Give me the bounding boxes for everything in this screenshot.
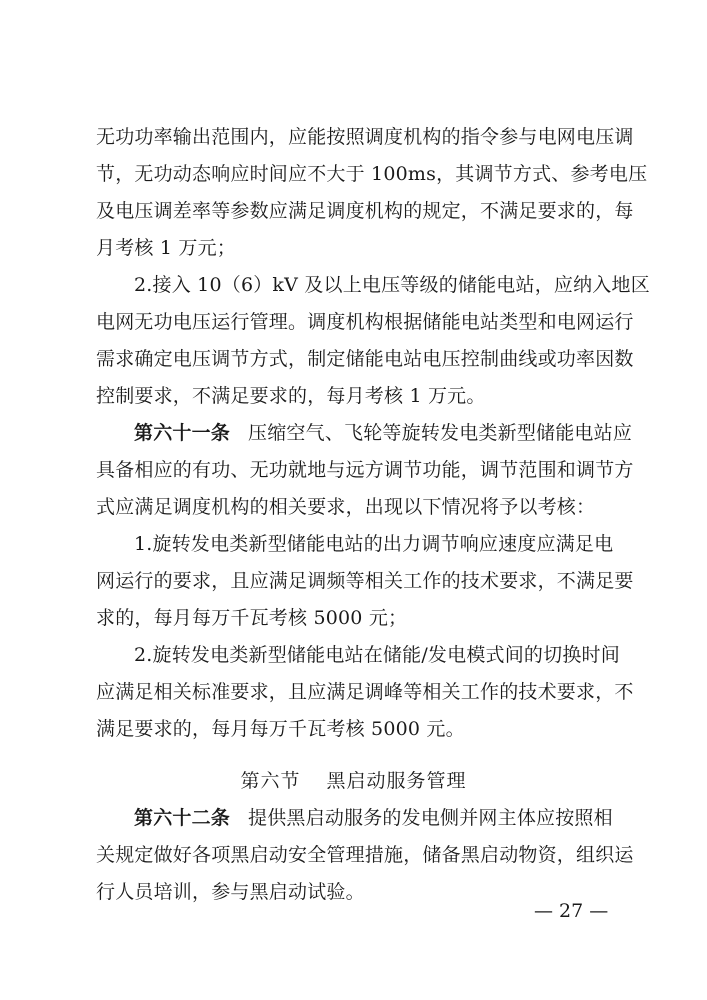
paragraph-line: 应满足相关标准要求，且应满足调峰等相关工作的技术要求，不	[96, 681, 634, 703]
paragraph-line: 需求确定电压调节方式，制定储能电站电压控制曲线或功率因数	[96, 348, 634, 370]
paragraph-line: 关规定做好各项黑启动安全管理措施，储备黑启动物资，组织运	[96, 844, 634, 866]
paragraph-line: 电网无功电压运行管理。调度机构根据储能电站类型和电网运行	[96, 311, 634, 333]
paragraph-line: 网运行的要求，且应满足调频等相关工作的技术要求，不满足要	[96, 570, 634, 592]
paragraph-line: 求的，每月每万千瓦考核 5000 元；	[96, 607, 408, 629]
article-62-label: 第六十二条	[134, 807, 231, 829]
section-number: 第六节	[240, 770, 301, 792]
item-1-line: 1.旋转发电类新型储能电站的出力调节响应速度应满足电	[134, 533, 614, 555]
paragraph-line: 控制要求，不满足要求的，每月考核 1 万元。	[96, 385, 486, 407]
item-2-line: 2.接入 10（6）kV 及以上电压等级的储能电站，应纳入地区	[134, 274, 650, 296]
paragraph-line: 无功功率输出范围内，应能按照调度机构的指令参与电网电压调	[96, 126, 634, 148]
article-61-text: 压缩空气、飞轮等旋转发电类新型储能电站应	[248, 422, 633, 444]
article-61-label: 第六十一条	[134, 422, 231, 444]
paragraph-line: 及电压调差率等参数应满足调度机构的规定，不满足要求的，每	[96, 200, 634, 222]
article-61-line	[134, 420, 633, 447]
paragraph-line: 式应满足调度机构的相关要求，出现以下情况将予以考核：	[96, 496, 596, 518]
section-heading	[0, 768, 707, 795]
item-2-line: 2.旋转发电类新型储能电站在储能/发电模式间的切换时间	[134, 644, 620, 666]
paragraph-line: 月考核 1 万元；	[96, 237, 236, 259]
article-62-line	[134, 805, 616, 832]
paragraph-line: 具备相应的有功、无功就地与远方调节功能，调节范围和调节方	[96, 459, 634, 481]
paragraph-line: 行人员培训，参与黑启动试验。	[96, 881, 365, 903]
section-title: 黑启动服务管理	[326, 770, 467, 792]
page-number: — 27 —	[534, 900, 609, 922]
article-62-text: 提供黑启动服务的发电侧并网主体应按照相	[248, 807, 613, 829]
paragraph-line: 节，无功动态响应时间应不大于 100ms，其调节方式、参考电压	[96, 163, 648, 185]
paragraph-line: 满足要求的，每月每万千瓦考核 5000 元。	[96, 718, 465, 740]
